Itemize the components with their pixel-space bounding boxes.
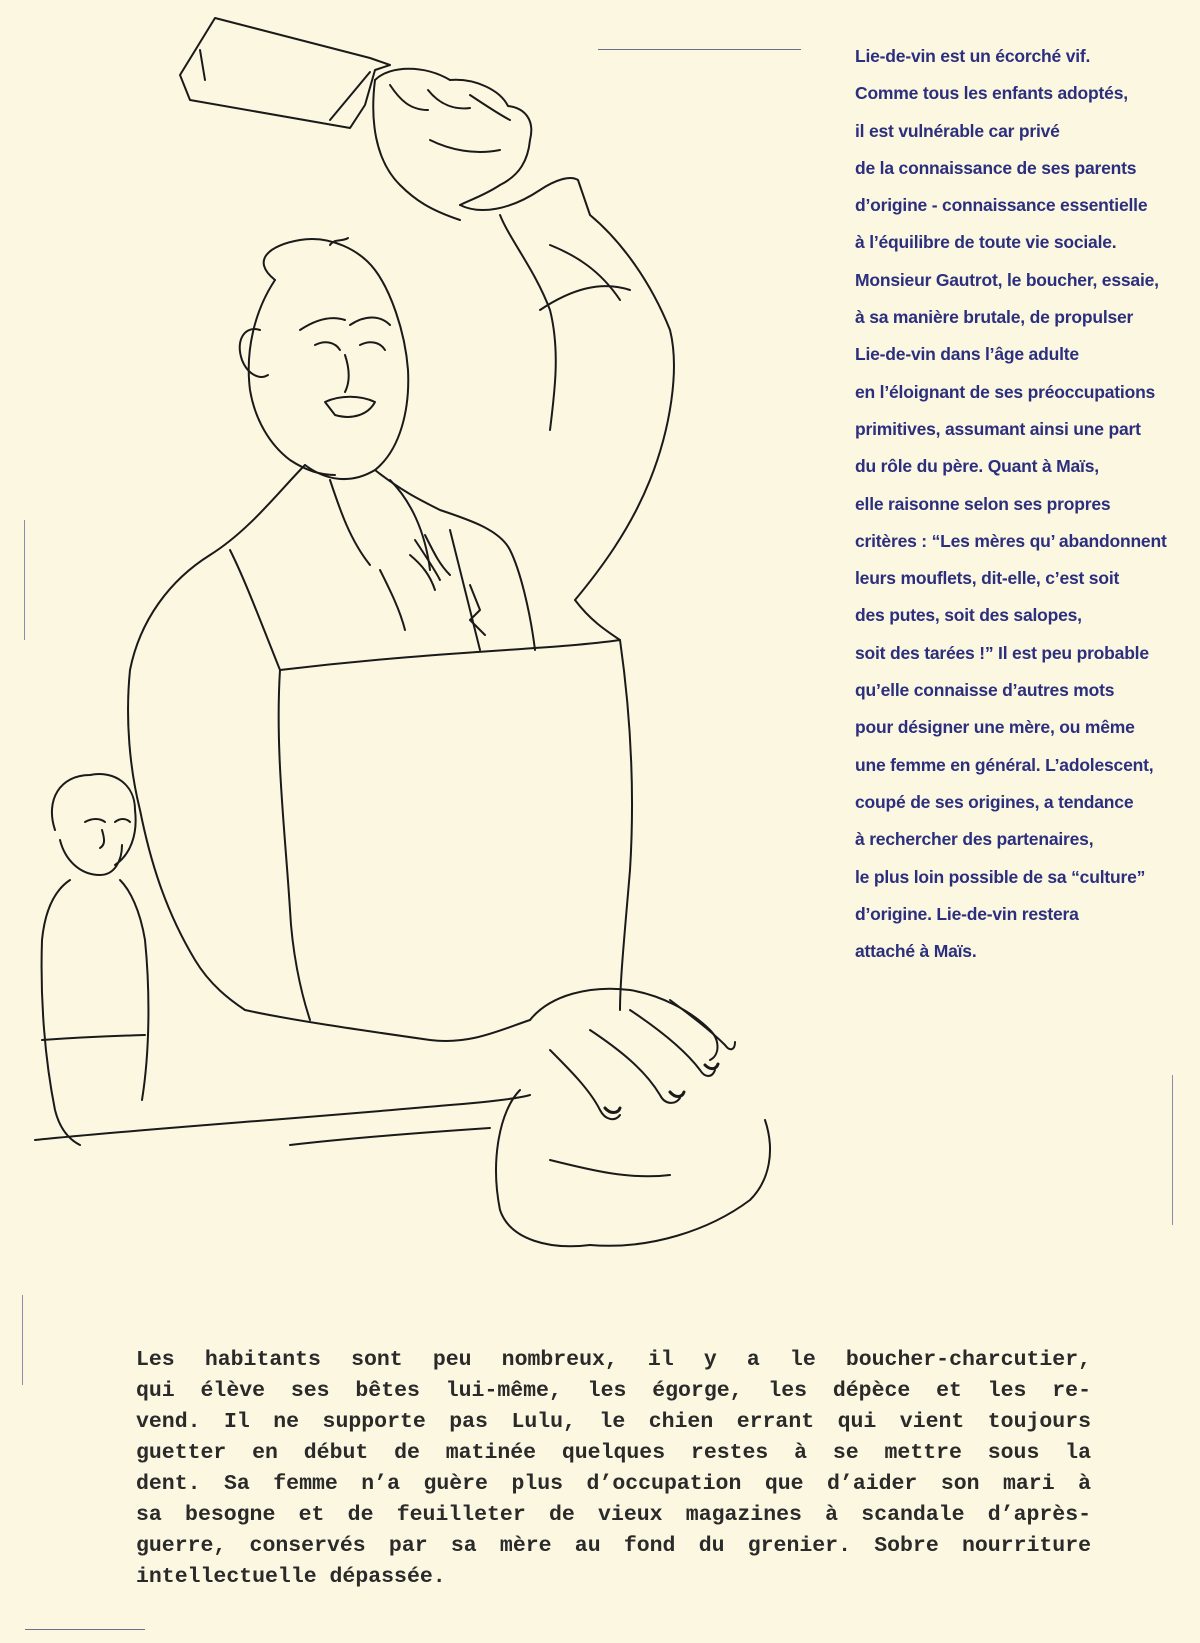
margin-line — [1172, 1075, 1173, 1225]
body-text-line: qui élève ses bêtes lui-même, les égorge, les dépèce et les re- — [136, 1379, 1091, 1403]
side-text-line: Lie-de-vin est un écorché vif. — [855, 46, 1091, 66]
meat-drawing — [496, 1090, 770, 1246]
side-text-line: soit des tarées !” Il est peu probable — [855, 642, 1149, 663]
side-text-line: d’origine. Lie-de-vin restera — [855, 903, 1079, 924]
body-text-line: sa besogne et de feuilleter de vieux magazines à scandale d’après- — [136, 1503, 1091, 1527]
side-text-line: à sa manière brutale, de propulser — [855, 307, 1134, 328]
body-text-line: guetter en début de matinée quelques restes à se mettre sous la — [136, 1441, 1091, 1465]
counter-drawing — [35, 1095, 530, 1145]
side-text-line: primitives, assumant ainsi une part — [855, 418, 1141, 439]
body-text-line: intellectuelle dépassée. — [136, 1565, 446, 1589]
body-text-line: dent. Sa femme n’a guère plus d’occupation que d’aider son mari à — [136, 1472, 1091, 1496]
side-text-line: elle raisonne selon ses propres — [855, 493, 1111, 514]
side-text-line: qu’elle connaisse d’autres mots — [855, 680, 1115, 701]
side-text-line: en l’éloignant de ses préoccupations — [855, 381, 1156, 402]
raised-arm-drawing — [460, 178, 674, 600]
side-text-line: il est vulnérable car privé — [855, 120, 1060, 141]
body-text-line: vend. Il ne supporte pas Lulu, le chien errant qui vient toujours — [136, 1410, 1091, 1434]
side-text-line: leurs mouflets, dit-elle, c’est soit — [855, 568, 1120, 589]
side-text-line: Monsieur Gautrot, le boucher, essaie, — [855, 269, 1159, 290]
bottom-rule — [25, 1629, 145, 1630]
butcher-illustration — [30, 10, 850, 1250]
margin-line — [22, 1295, 23, 1385]
side-text-line: pour désigner une mère, ou même — [855, 717, 1135, 738]
main-paragraph — [136, 1345, 1091, 1593]
hand-drawing — [245, 989, 735, 1119]
head-drawing — [240, 238, 409, 479]
side-text-line: des putes, soit des salopes, — [855, 605, 1082, 626]
margin-line — [24, 520, 25, 640]
cleaver-drawing — [180, 18, 390, 128]
side-text-line: coupé de ses origines, a tendance — [855, 791, 1134, 812]
side-text-line: du rôle du père. Quant à Maïs, — [855, 456, 1099, 477]
side-commentary — [855, 38, 1190, 970]
side-text-line: de la connaissance de ses parents — [855, 157, 1137, 178]
side-text-line: une femme en général. L’adolescent, — [855, 754, 1154, 775]
side-text-line: Comme tous les enfants adoptés, — [855, 83, 1128, 104]
side-text-line: à rechercher des partenaires, — [855, 829, 1094, 850]
body-text-line: guerre, conservés par sa mère au fond du grenier. Sobre nourriture — [136, 1534, 1091, 1558]
side-text-line: attaché à Maïs. — [855, 941, 977, 962]
side-text-line: Lie-de-vin dans l’âge adulte — [855, 344, 1079, 365]
side-text-line: d’origine - connaissance essentielle — [855, 195, 1148, 216]
side-text-line: le plus loin possible de sa “culture” — [855, 866, 1146, 887]
boy-drawing — [42, 774, 149, 1145]
fist-drawing — [373, 69, 531, 220]
side-text-line: à l’équilibre de toute vie sociale. — [855, 232, 1117, 253]
torso-drawing — [128, 465, 632, 1020]
side-text-line: critères : “Les mères qu’ abandonnent — [855, 530, 1167, 551]
body-text-line: Les habitants sont peu nombreux, il y a le boucher-charcutier, — [136, 1348, 1091, 1372]
